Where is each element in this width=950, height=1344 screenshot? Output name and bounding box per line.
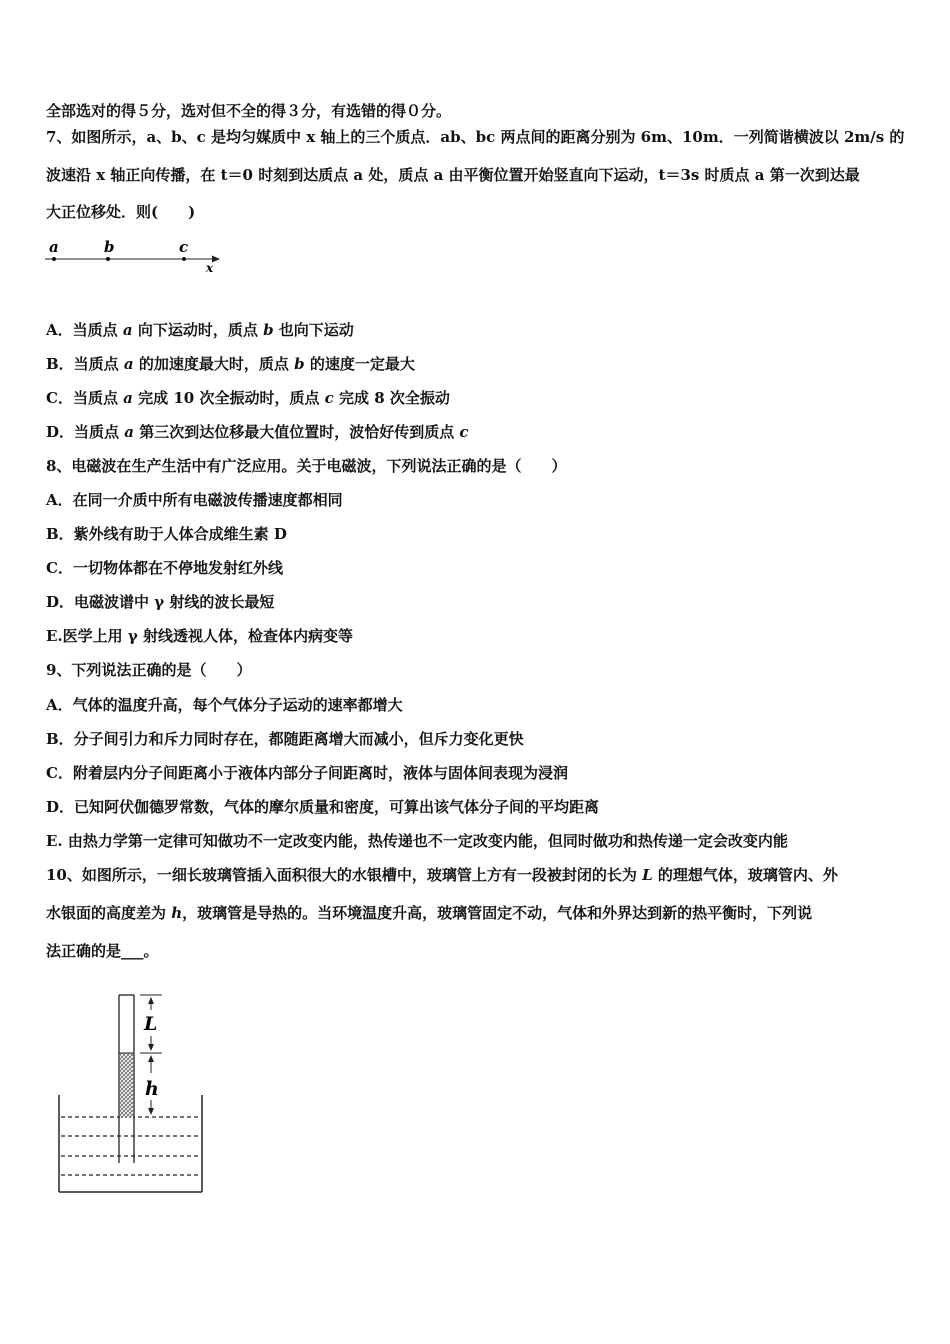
q10-stem-line-1: 10、如图所示，一细长玻璃管插入面积很大的水银槽中，玻璃管上方有一段被封闭的长为 L 的理想气体，玻璃管内、外	[46, 866, 838, 884]
dim-L-arrowhead-up	[148, 997, 154, 1004]
q8-stem: 8、电磁波在生产生活中有广泛应用。关于电磁波，下列说法正确的是（ ）	[46, 457, 567, 475]
q9-option-e: E. 由热力学第一定律可知做功不一定改变内能，热传递也不一定改变内能，但同时做功和热传递一定会改变内能	[46, 832, 788, 850]
dim-h-arrowhead-up	[148, 1055, 154, 1062]
q7-stem-line-2: 波速沿 x 轴正向传播，在 t＝0 时刻到达质点 a 处，质点 a 由平衡位置开始竖直向下运动，t＝3s 时质点 a 第一次到达最	[46, 166, 860, 184]
q8-option-e: E.医学上用 γ 射线透视人体，检查体内病变等	[46, 627, 354, 645]
q10-stem-line-2: 水银面的高度差为 h，玻璃管是导热的。当环境温度升高，玻璃管固定不动，气体和外界达到新的热平衡时，下列说	[46, 904, 813, 922]
q9-option-b: B．分子间引力和斥力同时存在，都随距离增大而减小，但斥力变化更快	[46, 730, 524, 748]
point-a-label: a	[49, 238, 59, 256]
q10-mercury-tube-figure	[50, 985, 220, 1200]
q7-stem-line-3: 大正位移处．则( )	[46, 203, 196, 221]
q7-axis-figure	[40, 236, 230, 276]
q9-option-c: C．附着层内分子间距离小于液体内部分子间距离时，液体与固体间表现为浸润	[46, 764, 568, 782]
q8-option-d: D．电磁波谱中 γ 射线的波长最短	[46, 593, 275, 611]
dim-L-label: L	[144, 1013, 158, 1035]
point-c-dot	[182, 257, 186, 261]
q7-option-d: D．当质点 a 第三次到达位移最大值位置时，波恰好传到质点 c	[46, 423, 469, 441]
dim-h-arrowhead-down	[148, 1108, 154, 1115]
q7-option-b: B．当质点 a 的加速度最大时，质点 b 的速度一定最大	[46, 355, 415, 373]
q7-stem-line-1: 7、如图所示，a、b、c 是均匀媒质中 x 轴上的三个质点．ab、bc 两点间的距离分别为 6m、10m．一列简谐横波以 2m/s 的	[46, 128, 905, 146]
q8-option-b: B．紫外线有助于人体合成维生素 D	[46, 525, 287, 543]
q9-option-a: A．气体的温度升高，每个气体分子运动的速率都增大	[46, 696, 403, 714]
x-axis-label: x	[206, 261, 214, 275]
scoring-note: 全部选对的得５分，选对但不全的得３分，有选错的得０分。	[46, 102, 452, 120]
q9-option-d: D．已知阿伏伽德罗常数，气体的摩尔质量和密度，可算出该气体分子间的平均距离	[46, 798, 600, 816]
point-b-dot	[106, 257, 110, 261]
dim-h-label: h	[145, 1078, 159, 1100]
q8-option-a: A．在同一介质中所有电磁波传播速度都相同	[46, 491, 343, 509]
dim-L-arrowhead-down	[148, 1044, 154, 1051]
tube-mercury-column	[120, 1053, 133, 1118]
q8-option-c: C．一切物体都在不停地发射红外线	[46, 559, 283, 577]
q7-option-a: A．当质点 a 向下运动时，质点 b 也向下运动	[46, 321, 354, 339]
point-b-label: b	[104, 238, 115, 256]
point-c-label: c	[179, 238, 189, 256]
point-a-dot	[52, 257, 56, 261]
q7-option-c: C．当质点 a 完成 10 次全振动时，质点 c 完成 8 次全振动	[46, 389, 450, 407]
q9-stem: 9、下列说法正确的是（ ）	[46, 661, 252, 679]
q10-stem-line-3: 法正确的是___。	[46, 942, 159, 960]
x-axis-arrow	[212, 256, 220, 263]
